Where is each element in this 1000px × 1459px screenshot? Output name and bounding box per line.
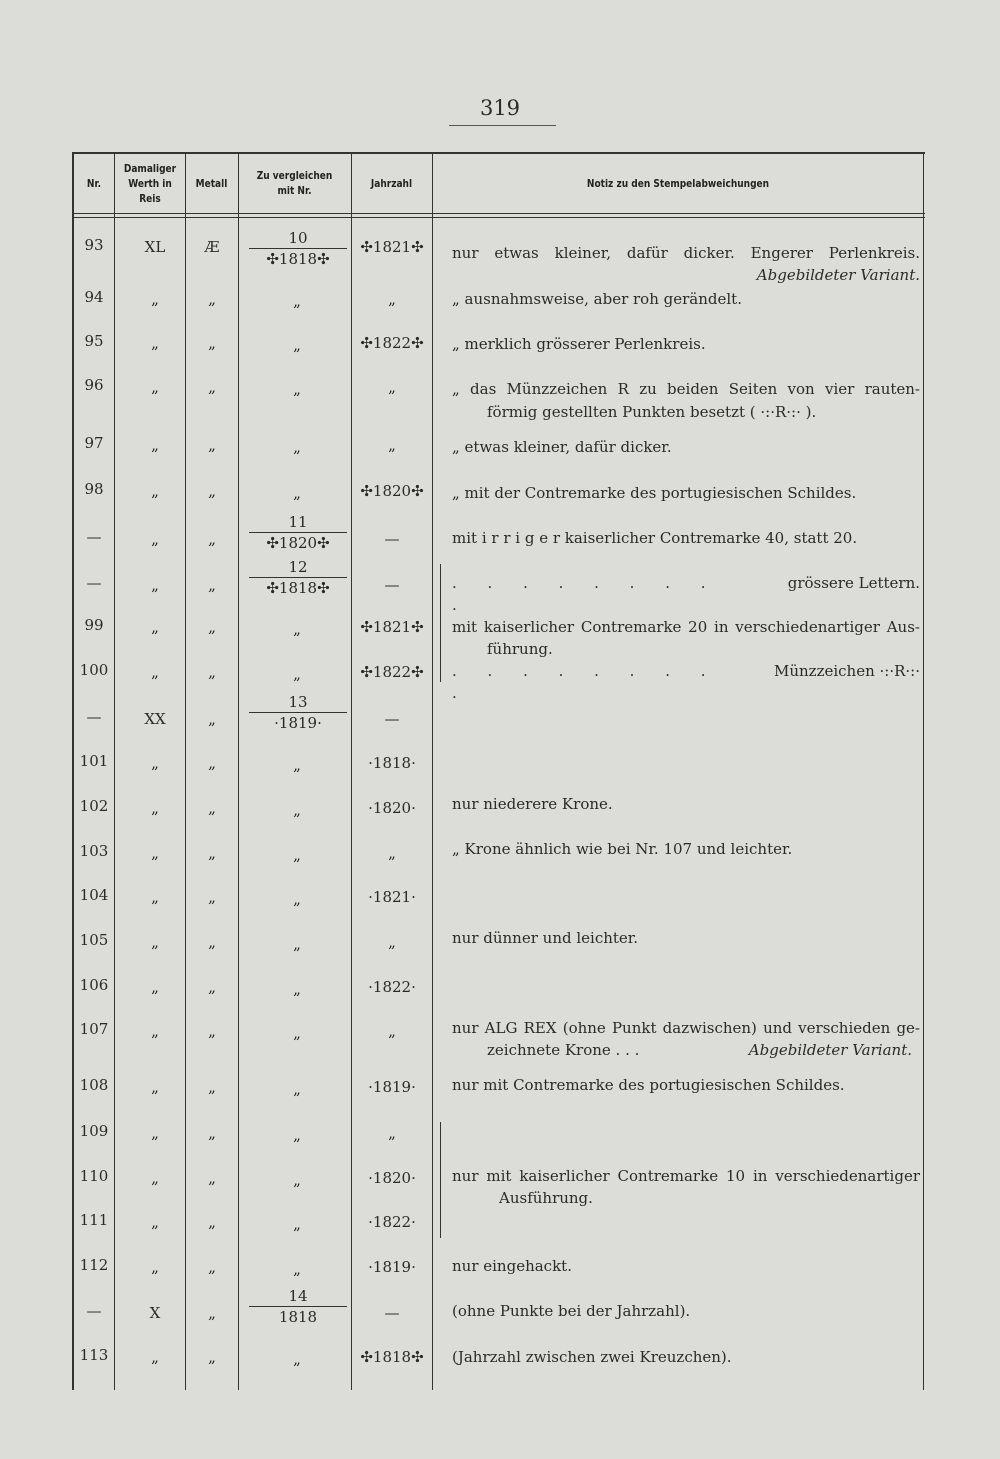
row-value: „ xyxy=(151,888,159,906)
row-nr: — xyxy=(86,1302,102,1320)
row-compare: „ xyxy=(293,292,301,310)
row-nr: — xyxy=(86,528,102,546)
note-110-line2: Ausführung. xyxy=(499,1189,593,1207)
page-number: 319 xyxy=(479,96,521,120)
row-value: „ xyxy=(151,618,159,636)
row-value: „ xyxy=(151,844,159,862)
row-value: „ xyxy=(151,1213,159,1231)
row-metal: „ xyxy=(208,663,216,681)
row-compare: „ xyxy=(293,438,301,456)
row-nr: 93 xyxy=(84,236,104,254)
row-compare: „ xyxy=(293,890,301,908)
row-value: „ xyxy=(151,530,159,548)
note-110-line1: nur mit kaiserlicher Contremarke 10 in verschiedenartiger xyxy=(452,1167,920,1185)
row-nr: 104 xyxy=(79,886,109,904)
row-value: XX xyxy=(144,710,166,728)
note-93: nur etwas kleiner, dafür dicker. Engerer Perlenkreis. xyxy=(452,244,920,262)
row-value: „ xyxy=(151,1169,159,1187)
row-value: „ xyxy=(151,576,159,594)
header-nr: Nr. xyxy=(86,176,102,190)
note-95: „ merklich grösserer Perlenkreis. xyxy=(452,335,706,353)
row-compare: „ xyxy=(293,846,301,864)
row-year: „ xyxy=(388,290,396,308)
row-value: „ xyxy=(151,799,159,817)
row-year: „ xyxy=(388,436,396,454)
row-metal: „ xyxy=(208,436,216,454)
row-nr: 109 xyxy=(79,1122,109,1140)
coin-table xyxy=(72,152,925,1390)
row-year: ·1821· xyxy=(368,888,416,906)
row-compare: „ xyxy=(293,1171,301,1189)
note-12-dots: . . . . . . . . . xyxy=(452,574,719,614)
row-nr: 105 xyxy=(79,931,109,949)
header-metal: Metall xyxy=(195,176,228,190)
row-year: „ xyxy=(388,933,396,951)
row-nr: 94 xyxy=(84,288,104,306)
note-group-brace xyxy=(440,564,450,682)
row-year: „ xyxy=(388,1022,396,1040)
row-metal: „ xyxy=(208,799,216,817)
note-93-variant: Abgebildeter Variant. xyxy=(756,266,920,284)
row-compare: „ xyxy=(293,980,301,998)
row-compare: $\frac{14}{1818}$ xyxy=(249,1286,347,1327)
row-compare: „ xyxy=(293,484,301,502)
row-value: „ xyxy=(151,1078,159,1096)
table-row xyxy=(72,1207,925,1252)
row-value: „ xyxy=(151,1022,159,1040)
row-nr: 100 xyxy=(79,661,109,679)
row-compare: „ xyxy=(293,665,301,683)
row-compare: „ xyxy=(293,620,301,638)
row-value: X xyxy=(149,1304,161,1322)
row-compare: „ xyxy=(293,756,301,774)
row-nr: 108 xyxy=(79,1076,109,1094)
row-nr: — xyxy=(86,574,102,592)
row-nr: 112 xyxy=(79,1256,109,1274)
row-year: ·1822· xyxy=(368,978,416,996)
row-year: ·1820· xyxy=(368,1169,416,1187)
row-compare: „ xyxy=(293,336,301,354)
row-metal: „ xyxy=(208,482,216,500)
note-108: nur mit Contremarke des portugiesischen Schildes. xyxy=(452,1076,845,1094)
header-bottom-rule-2 xyxy=(72,217,925,218)
note-98: „ mit der Contremarke des portugiesischen Schildes. xyxy=(452,484,857,502)
row-compare: „ xyxy=(293,1350,301,1368)
row-year: „ xyxy=(388,1124,396,1142)
note-100: Münzzeichen ·:·R·:· xyxy=(773,662,920,680)
row-value: „ xyxy=(151,1258,159,1276)
table-row xyxy=(72,882,925,927)
row-year: ·1818· xyxy=(368,754,416,772)
row-metal: „ xyxy=(208,1022,216,1040)
note-99-line2: führung. xyxy=(487,640,553,658)
row-year: ✣1822✣ xyxy=(360,334,424,352)
row-value: „ xyxy=(151,482,159,500)
row-value: XL xyxy=(144,238,166,256)
row-year: — xyxy=(384,530,400,548)
row-value: „ xyxy=(151,1124,159,1142)
row-nr: 111 xyxy=(79,1211,109,1229)
row-nr: 103 xyxy=(79,842,109,860)
row-year: „ xyxy=(388,844,396,862)
row-metal: Æ xyxy=(204,238,220,256)
header-value: Damaliger Werth in Reis xyxy=(123,161,177,205)
row-metal: „ xyxy=(208,1124,216,1142)
row-metal: „ xyxy=(208,1213,216,1231)
row-compare: „ xyxy=(293,935,301,953)
row-nr: 98 xyxy=(84,480,104,498)
row-value: „ xyxy=(151,378,159,396)
row-metal: „ xyxy=(208,334,216,352)
row-nr: 107 xyxy=(79,1020,109,1038)
row-year: ✣1822✣ xyxy=(360,663,424,681)
row-value: „ xyxy=(151,1348,159,1366)
note-113: (Jahrzahl zwischen zwei Kreuzchen). xyxy=(452,1348,732,1366)
row-value: „ xyxy=(151,436,159,454)
row-metal: „ xyxy=(208,710,216,728)
row-compare: „ xyxy=(293,380,301,398)
row-nr: 95 xyxy=(84,332,104,350)
row-metal: „ xyxy=(208,1348,216,1366)
note-group-brace-2 xyxy=(440,1122,450,1238)
note-102: nur niederere Krone. xyxy=(452,795,613,813)
row-compare: „ xyxy=(293,1260,301,1278)
note-107-line1: nur ALG REX (ohne Punkt dazwischen) und verschieden ge- xyxy=(452,1019,920,1037)
row-metal: „ xyxy=(208,530,216,548)
row-nr: 106 xyxy=(79,976,109,994)
row-year: ✣1818✣ xyxy=(360,1348,424,1366)
table-row xyxy=(72,693,925,749)
row-compare: „ xyxy=(293,1126,301,1144)
row-compare: „ xyxy=(293,1080,301,1098)
row-year: — xyxy=(384,1304,400,1322)
table-row xyxy=(72,748,925,793)
row-metal: „ xyxy=(208,933,216,951)
row-year: ✣1820✣ xyxy=(360,482,424,500)
note-107-variant: Abgebildeter Variant. xyxy=(748,1041,912,1059)
row-nr: 96 xyxy=(84,376,104,394)
row-compare: $\frac{12}{✣1818✣}$ xyxy=(249,557,347,598)
note-99-line1: mit kaiserlicher Contremarke 20 in verschiedenartiger Aus- xyxy=(452,618,920,636)
row-value: „ xyxy=(151,290,159,308)
row-year: ✣1821✣ xyxy=(360,238,424,256)
row-compare: „ xyxy=(293,1215,301,1233)
row-value: „ xyxy=(151,663,159,681)
row-metal: „ xyxy=(208,1258,216,1276)
note-105: nur dünner und leichter. xyxy=(452,929,639,947)
row-year: ✣1821✣ xyxy=(360,618,424,636)
row-metal: „ xyxy=(208,754,216,772)
row-year: ·1820· xyxy=(368,799,416,817)
row-metal: „ xyxy=(208,844,216,862)
row-nr: 102 xyxy=(79,797,109,815)
row-year: — xyxy=(384,710,400,728)
row-value: „ xyxy=(151,933,159,951)
row-metal: „ xyxy=(208,1304,216,1322)
table-row xyxy=(72,972,925,1017)
row-metal: „ xyxy=(208,978,216,996)
row-compare: „ xyxy=(293,801,301,819)
note-94: „ ausnahmsweise, aber roh gerändelt. xyxy=(452,290,742,308)
row-value: „ xyxy=(151,754,159,772)
note-107-line2: zeichnete Krone . . . xyxy=(487,1041,640,1059)
note-96-line2: förmig gestellten Punkten besetzt ( ·:·R·:· ). xyxy=(487,403,817,421)
row-metal: „ xyxy=(208,1078,216,1096)
note-97: „ etwas kleiner, dafür dicker. xyxy=(452,438,672,456)
row-nr: — xyxy=(86,708,102,726)
note-12: grössere Lettern. xyxy=(787,574,920,592)
note-11: mit i r r i g e r kaiserlicher Contremarke 40, statt 20. xyxy=(452,529,858,547)
note-14: (ohne Punkte bei der Jahrzahl). xyxy=(452,1302,691,1320)
row-year: ·1822· xyxy=(368,1213,416,1231)
header-year: Jahrzahl xyxy=(370,176,413,190)
row-year: „ xyxy=(388,378,396,396)
row-compare: $\frac{10}{✣1818✣}$ xyxy=(249,228,347,269)
row-year: — xyxy=(384,576,400,594)
row-value: „ xyxy=(151,334,159,352)
row-nr: 97 xyxy=(84,434,104,452)
table-row xyxy=(72,1118,925,1163)
row-compare: „ xyxy=(293,1024,301,1042)
row-metal: „ xyxy=(208,618,216,636)
row-value: „ xyxy=(151,978,159,996)
row-nr: 113 xyxy=(79,1346,109,1364)
row-nr: 110 xyxy=(79,1167,109,1185)
note-96-line1: „ das Münzzeichen R zu beiden Seiten von vier rauten- xyxy=(452,380,920,398)
row-year: ·1819· xyxy=(368,1078,416,1096)
row-compare: $\frac{11}{✣1820✣}$ xyxy=(249,512,347,553)
row-metal: „ xyxy=(208,378,216,396)
note-100-dots: . . . . . . . . . xyxy=(452,662,719,702)
note-103: „ Krone ähnlich wie bei Nr. 107 und leichter. xyxy=(452,840,793,858)
note-112: nur eingehackt. xyxy=(452,1257,572,1275)
row-metal: „ xyxy=(208,1169,216,1187)
row-metal: „ xyxy=(208,576,216,594)
row-metal: „ xyxy=(208,888,216,906)
header-note: Notiz zu den Stempelabweichungen xyxy=(586,176,770,190)
row-year: ·1819· xyxy=(368,1258,416,1276)
header-compare: Zu vergleichen mit Nr. xyxy=(256,169,333,197)
page-number-rule xyxy=(449,125,556,126)
row-metal: „ xyxy=(208,290,216,308)
row-compare: $\frac{13}{\cdot 1819\cdot}$ xyxy=(249,692,347,733)
row-nr: 99 xyxy=(84,616,104,634)
row-nr: 101 xyxy=(79,752,109,770)
